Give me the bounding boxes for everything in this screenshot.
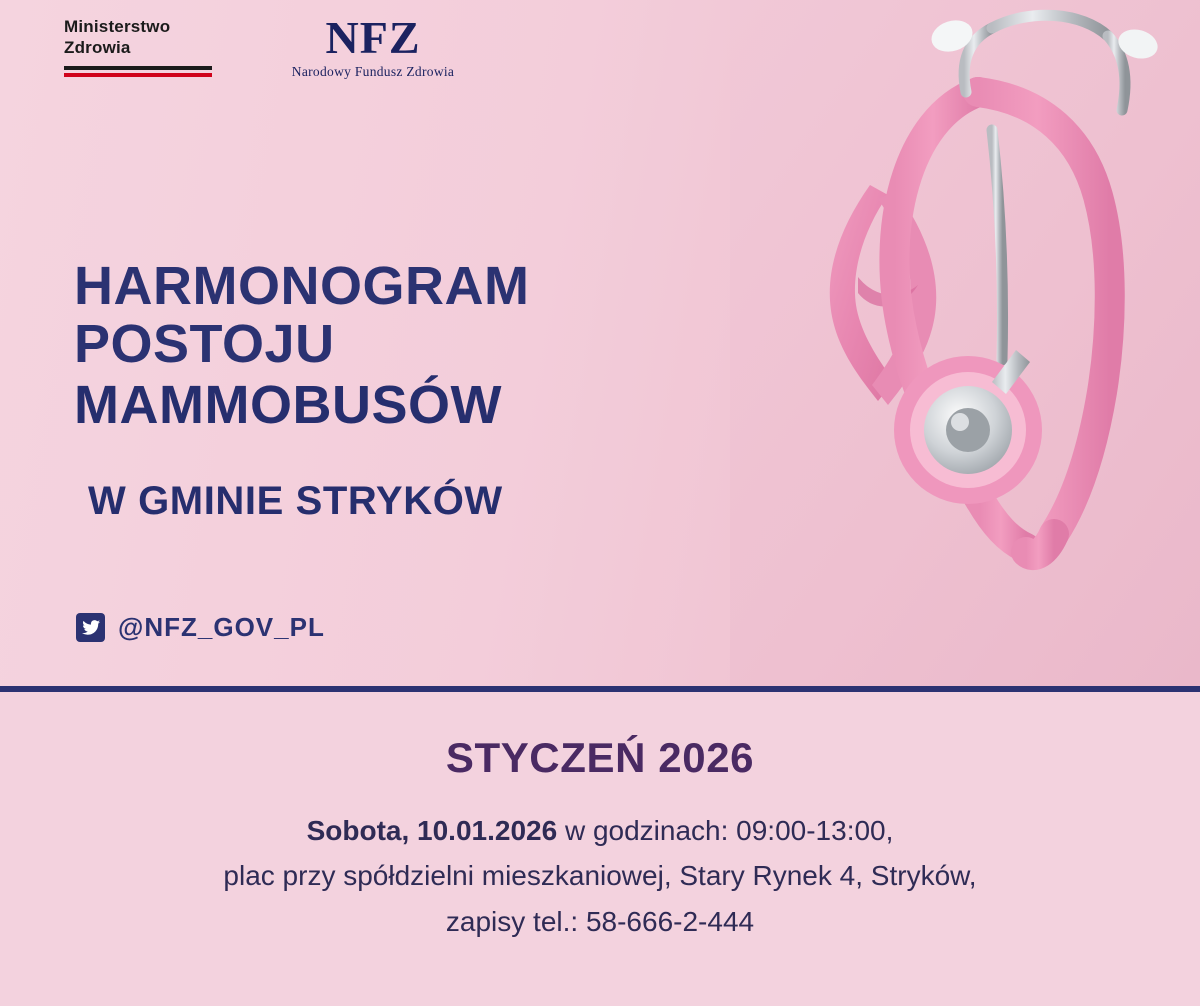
headline-line-2: POSTOJU <box>74 313 335 374</box>
social-handle[interactable] <box>76 612 325 643</box>
schedule-hours: w godzinach: 09:00-13:00, <box>564 815 894 846</box>
headline-line-1: HARMONOGRAM <box>74 256 530 316</box>
nfz-logo <box>258 14 488 80</box>
social-handle-text: @NFZ_GOV_PL <box>118 612 325 642</box>
ministry-logo-line1: Ministerstwo <box>64 17 171 36</box>
ministry-rule-red <box>64 73 212 77</box>
schedule-phone: zapisy tel.: 58-666-2-444 <box>445 905 755 937</box>
headline-block <box>74 258 694 524</box>
schedule-month: STYCZEŃ 2026 <box>445 734 755 781</box>
ministry-logo-line2: Zdrowia <box>64 38 131 58</box>
ministry-logo-text <box>64 16 234 58</box>
ministry-rule-black <box>64 66 212 70</box>
poster-bottom-section <box>0 692 1200 1006</box>
poster-artwork <box>730 0 1200 692</box>
headline-line-3: MAMMOBUSÓW <box>74 374 502 435</box>
schedule-location: plac przy spółdzielni mieszkaniowej, Stary Rynek 4, Stryków, <box>223 860 977 892</box>
schedule-day-date: Sobota, 10.01.2026 <box>306 815 558 846</box>
nfz-logo-subtitle: Narodowy Fundusz Zdrowia <box>291 64 455 80</box>
headline-subtitle: W GMINIE STRYKÓW <box>88 478 503 523</box>
schedule-date-row <box>40 808 1160 853</box>
nfz-logo-mark: NFZ <box>325 12 421 63</box>
ministry-of-health-logo <box>64 16 234 77</box>
schedule-details <box>0 808 1200 944</box>
twitter-icon <box>76 613 105 642</box>
